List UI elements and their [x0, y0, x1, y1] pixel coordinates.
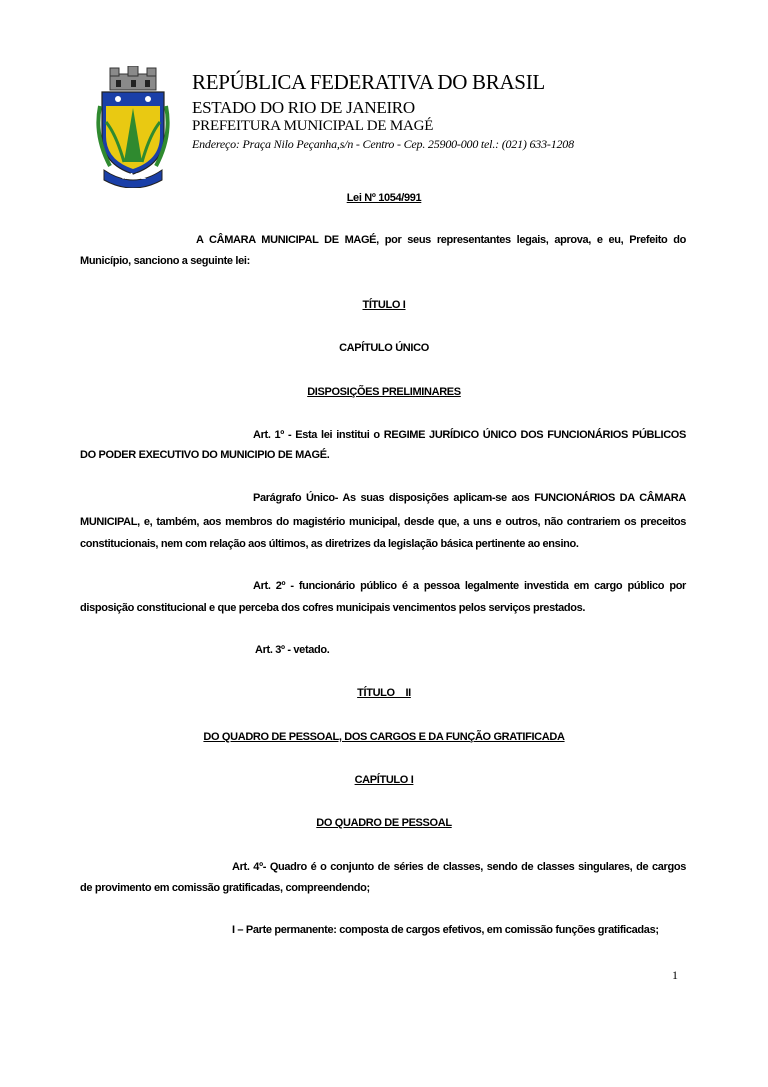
titulo-2-heading: TÍTULO II [357, 687, 411, 699]
art1-line-1: Art. 1º - Esta lei institui o REGIME JURÍDICO ÚNICO DOS FUNCIONÁRIOS PÚBLICOS [253, 429, 686, 441]
art2-line-2: disposição constitucional e que perceba dos cofres municipais vencimentos pelos serviços prestados. [80, 602, 586, 614]
disposicoes-heading: DISPOSIÇÕES PRELIMINARES [307, 386, 461, 398]
quadro-pessoal-heading: DO QUADRO DE PESSOAL [316, 817, 452, 829]
preamble-line-1: A CÂMARA MUNICIPAL DE MAGÉ, por seus representantes legais, aprova, e eu, Prefeito do [196, 234, 686, 246]
art3-line: Art. 3º - vetado. [255, 644, 330, 656]
paragrafo-line-1: Parágrafo Único- As suas disposições aplicam-se aos FUNCIONÁRIOS DA CÂMARA [253, 492, 686, 504]
mage-coat-of-arms-icon [96, 66, 170, 188]
art4-line-2: de provimento em comissão gratificadas, compreendendo; [80, 882, 370, 894]
page-number: 1 [672, 968, 678, 982]
inciso-1-line: I – Parte permanente: composta de cargos efetivos, em comissão funções gratificadas; [232, 924, 659, 936]
header-republic: REPÚBLICA FEDERATIVA DO BRASIL [192, 70, 545, 94]
crest-banner-label: MAGÉ [122, 172, 146, 181]
art4-line-1: Art. 4º- Quadro é o conjunto de séries de classes, sendo de classes singulares, de cargos [232, 861, 686, 873]
capitulo-unico-heading: CAPÍTULO ÚNICO [339, 342, 429, 354]
paragrafo-line-3: constitucionais, nem com relação aos últimos, as diretrizes da legislação básica pertinente ao ensino. [80, 538, 579, 550]
art1-line-2: DO PODER EXECUTIVO DO MUNICIPIO DE MAGÉ. [80, 449, 330, 461]
header-address: Endereço: Praça Nilo Peçanha,s/n - Centro - Cep. 25900-000 tel.: (021) 633-1208 [192, 137, 574, 151]
law-title: Lei Nº 1054/991 [346, 192, 422, 204]
quadro-cargos-heading: DO QUADRO DE PESSOAL, DOS CARGOS E DA FUNÇÃO GRATIFICADA [203, 731, 565, 743]
header-prefecture: PREFEITURA MUNICIPAL DE MAGÉ [192, 118, 434, 134]
header-state: ESTADO DO RIO DE JANEIRO [192, 98, 415, 117]
capitulo-1-heading: CAPÍTULO I [354, 774, 414, 786]
preamble-line-2: Município, sanciono a seguinte lei: [80, 255, 250, 267]
art2-line-1: Art. 2º - funcionário público é a pessoa legalmente investida em cargo público por [253, 580, 686, 592]
titulo-1-heading: TÍTULO I [362, 299, 406, 311]
paragrafo-line-2: MUNICIPAL, e, também, aos membros do magistério municipal, desde que, a uns e outros, não contrariem os preceitos [80, 516, 686, 528]
